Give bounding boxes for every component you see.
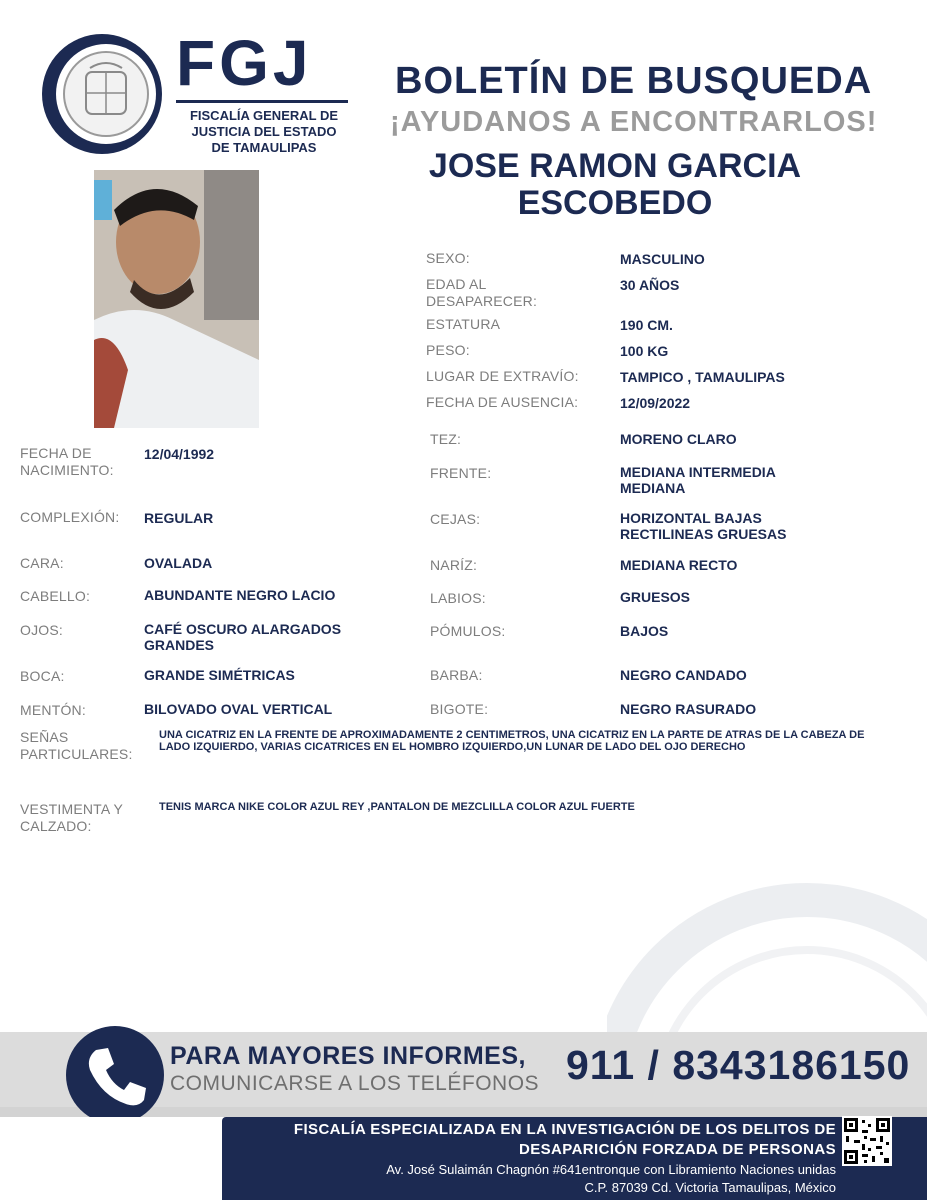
complexion-label: COMPLEXIÓN: bbox=[20, 509, 120, 525]
fecha-ausencia-label: FECHA DE AUSENCIA: bbox=[426, 394, 579, 410]
logo-subtitle-line: FISCALÍA GENERAL DE bbox=[189, 108, 339, 123]
person-name-line: JOSE RAMON GARCIA bbox=[428, 147, 802, 185]
contact-line1: PARA MAYORES INFORMES, bbox=[170, 1042, 526, 1070]
frente-value: MEDIANA INTERMEDIA MEDIANA bbox=[620, 464, 776, 496]
person-photo bbox=[94, 170, 259, 428]
bigote-value: NEGRO RASURADO bbox=[620, 701, 757, 717]
labios-value: GRUESOS bbox=[620, 589, 691, 605]
footer-address bbox=[230, 1161, 836, 1197]
nariz-label: NARÍZ: bbox=[430, 557, 478, 573]
seal-icon bbox=[40, 32, 165, 157]
logo-subtitle bbox=[176, 108, 352, 156]
labios-label: LABIOS: bbox=[430, 590, 486, 606]
boca-label: BOCA: bbox=[20, 668, 65, 684]
sexo-label: SEXO: bbox=[426, 250, 470, 266]
contact-line2: COMUNICARSE A LOS TELÉFONOS bbox=[170, 1072, 540, 1095]
senas-label: SEÑAS PARTICULARES: bbox=[20, 729, 133, 762]
boca-value: GRANDE SIMÉTRICAS bbox=[144, 667, 295, 683]
menton-label: MENTÓN: bbox=[20, 702, 86, 718]
barba-label: BARBA: bbox=[430, 667, 483, 683]
bulletin-subtitle: ¡AYUDANOS A ENCONTRARLOS! bbox=[390, 106, 878, 138]
lugar-value: TAMPICO , TAMAULIPAS bbox=[620, 369, 785, 385]
tez-value: MORENO CLARO bbox=[620, 431, 737, 447]
tez-label: TEZ: bbox=[430, 431, 462, 447]
ojos-label: OJOS: bbox=[20, 622, 64, 638]
phone-icon-circle bbox=[66, 1026, 164, 1124]
logo-letters: FGJ bbox=[176, 27, 313, 99]
fecha-nacimiento-value: 12/04/1992 bbox=[144, 446, 215, 462]
pomulos-label: PÓMULOS: bbox=[430, 623, 506, 639]
logo-subtitle-line: JUSTICIA DEL ESTADO bbox=[191, 124, 337, 139]
estatura-label: ESTATURA bbox=[426, 316, 501, 332]
footer-agency-line: DESAPARICIÓN FORZADA DE PERSONAS bbox=[519, 1141, 836, 1158]
cabello-value: ABUNDANTE NEGRO LACIO bbox=[144, 587, 336, 603]
senas-value: UNA CICATRIZ EN LA FRENTE DE APROXIMADAMENTE 2 CENTIMETROS, UNA CICATRIZ EN LA PARTE DE ATRAS DE LA CABEZA DE LADO IZQUIERDO, VARIAS CICATRICES EN EL HOMBRO IZQUIERDO,UN LUNAR DE LADO DEL OJO DERECHO bbox=[159, 729, 865, 753]
cara-value: OVALADA bbox=[144, 555, 213, 571]
sexo-value: MASCULINO bbox=[620, 251, 705, 267]
phone-icon bbox=[66, 1026, 164, 1124]
cara-label: CARA: bbox=[20, 555, 64, 571]
bulletin-title: BOLETÍN DE BUSQUEDA bbox=[395, 60, 873, 102]
person-name-line: ESCOBEDO bbox=[517, 184, 713, 222]
peso-label: PESO: bbox=[426, 342, 470, 358]
nariz-value: MEDIANA RECTO bbox=[620, 557, 738, 573]
barba-value: NEGRO CANDADO bbox=[620, 667, 747, 683]
logo-subtitle-line: DE TAMAULIPAS bbox=[211, 140, 317, 155]
pomulos-value: BAJOS bbox=[620, 623, 669, 639]
qr-code-icon bbox=[842, 1116, 892, 1166]
frente-label: FRENTE: bbox=[430, 465, 492, 481]
edad-label: EDAD AL DESAPARECER: bbox=[426, 276, 538, 309]
cejas-label: CEJAS: bbox=[430, 511, 481, 527]
logo-divider bbox=[176, 100, 348, 103]
cejas-value: HORIZONTAL BAJAS RECTILINEAS GRUESAS bbox=[620, 510, 787, 542]
contact-phone: 911 / 8343186150 bbox=[566, 1042, 911, 1088]
logo bbox=[40, 27, 355, 162]
vestimenta-label: VESTIMENTA Y CALZADO: bbox=[20, 801, 123, 834]
vestimenta-value: TENIS MARCA NIKE COLOR AZUL REY ,PANTALON DE MEZCLILLA COLOR AZUL FUERTE bbox=[159, 801, 635, 813]
footer-agency-line: FISCALÍA ESPECIALIZADA EN LA INVESTIGACIÓN DE LOS DELITOS DE bbox=[293, 1121, 836, 1138]
fecha-ausencia-value: 12/09/2022 bbox=[620, 395, 691, 411]
edad-value: 30 AÑOS bbox=[620, 277, 680, 293]
fecha-nacimiento-label: FECHA DE NACIMIENTO: bbox=[20, 445, 114, 478]
estatura-value: 190 CM. bbox=[620, 317, 673, 333]
footer-address-line: Av. José Sulaimán Chagnón #641entronque con Libramiento Naciones unidas bbox=[386, 1162, 836, 1177]
peso-value: 100 KG bbox=[620, 343, 669, 359]
bigote-label: BIGOTE: bbox=[430, 701, 489, 717]
lugar-label: LUGAR DE EXTRAVÍO: bbox=[426, 368, 579, 384]
complexion-value: REGULAR bbox=[144, 510, 214, 526]
person-name bbox=[400, 148, 830, 222]
cabello-label: CABELLO: bbox=[20, 588, 91, 604]
footer-address-line: C.P. 87039 Cd. Victoria Tamaulipas, México bbox=[584, 1180, 836, 1195]
ojos-value: CAFÉ OSCURO ALARGADOS GRANDES bbox=[144, 621, 342, 653]
menton-value: BILOVADO OVAL VERTICAL bbox=[144, 701, 333, 717]
footer-agency bbox=[230, 1120, 836, 1160]
